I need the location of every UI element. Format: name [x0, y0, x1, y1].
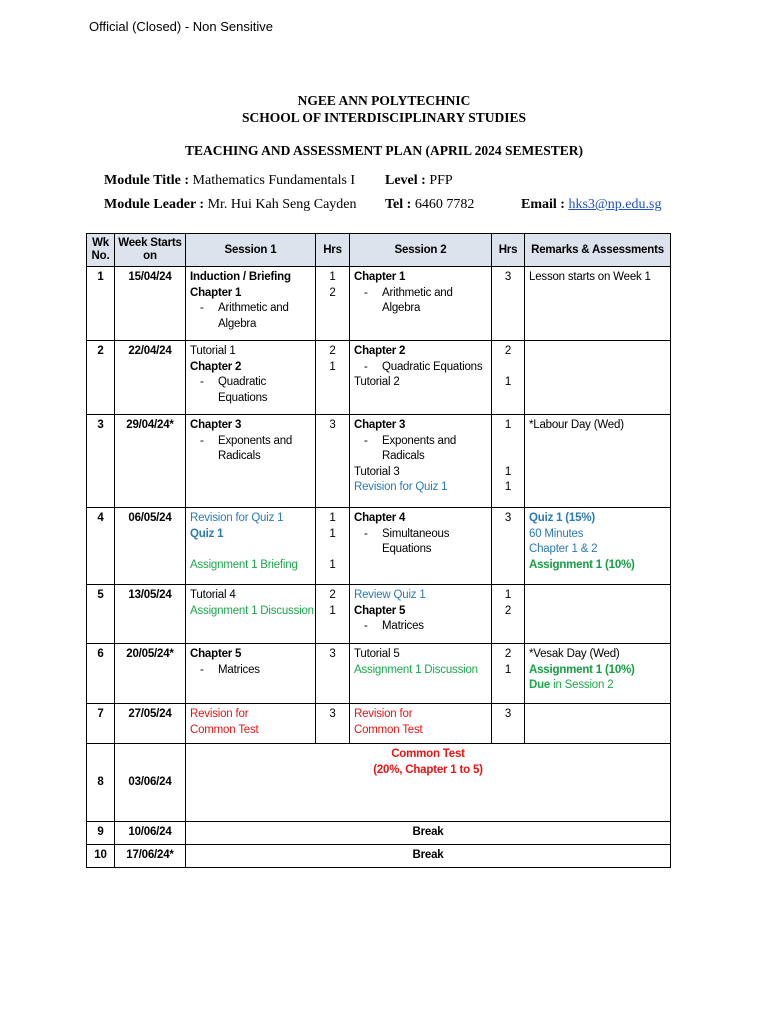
hours-value: 1: [504, 419, 512, 431]
tel-row: [385, 197, 474, 213]
hours-value: 2: [504, 345, 512, 357]
week-start-date: 03/06/24: [115, 744, 186, 822]
session-1-cell: [186, 267, 316, 341]
table-row: [87, 744, 671, 822]
remarks-cell: [525, 415, 671, 508]
hours-value: 2: [329, 286, 336, 299]
header-hrs-1: Hrs: [316, 234, 350, 267]
session-item: Tutorial 4: [190, 589, 236, 601]
session-item: Review Quiz 1: [354, 589, 426, 601]
session-2-cell: [350, 704, 492, 744]
remark-text: Lesson starts on Week 1: [529, 271, 651, 283]
week-number: 3: [87, 415, 115, 508]
session-item: Revision for: [354, 708, 413, 720]
email-link[interactable]: hks3@np.edu.sg: [568, 197, 662, 212]
week-number: 8: [87, 744, 115, 822]
header-remarks: Remarks & Assessments: [525, 234, 671, 267]
module-title-value: Mathematics Fundamentals I: [192, 173, 356, 188]
classification-label: Official (Closed) - Non Sensitive: [89, 19, 273, 34]
merged-text: Break: [412, 826, 444, 838]
module-title-label: Module Title :: [104, 173, 190, 188]
header-week-starts: Week Starts on: [115, 234, 186, 267]
session-item: Tutorial 3: [354, 465, 400, 478]
table-row: [87, 341, 671, 415]
hours-value: 1: [329, 512, 336, 524]
session-subitem: - Quadratic Equations: [200, 376, 268, 404]
session-item: Chapter 3: [190, 419, 242, 431]
remark-text: Chapter 1 & 2: [529, 543, 598, 555]
session-subitem: - Simultaneous Equations: [364, 527, 450, 555]
week-start-date: 17/06/24*: [115, 845, 186, 868]
hours-2-cell: [492, 508, 525, 585]
session-item: Chapter 4: [354, 512, 406, 524]
session-2-cell: [350, 267, 492, 341]
session-2-cell: [350, 585, 492, 644]
table-row: [87, 704, 671, 744]
remark-text: Due in Session 2: [529, 679, 614, 691]
week-number: 10: [87, 845, 115, 868]
hours-value: 3: [504, 271, 512, 283]
hours-value: 1: [329, 271, 336, 283]
week-start-date: 06/05/24: [115, 508, 186, 585]
session-2-cell: [350, 644, 492, 704]
hours-1-cell: [316, 267, 350, 341]
hours-value: 1: [329, 527, 336, 540]
week-start-date: 27/05/24: [115, 704, 186, 744]
session-item: Tutorial 2: [354, 376, 400, 388]
week-number: 7: [87, 704, 115, 744]
level-value: PFP: [429, 173, 453, 188]
hours-value: 1: [504, 465, 512, 478]
session-1-cell: [186, 508, 316, 585]
remarks-cell: [525, 585, 671, 644]
hours-value: 1: [329, 604, 336, 617]
hours-1-cell: [316, 508, 350, 585]
merged-text: Common Test: [391, 748, 465, 760]
session-subitem: - Exponents and Radicals: [364, 434, 457, 462]
session-2-cell: [350, 415, 492, 508]
hours-2-cell: [492, 267, 525, 341]
week-start-date: 15/04/24: [115, 267, 186, 341]
remark-text: Quiz 1 (15%): [529, 512, 595, 524]
module-title-row: [104, 173, 355, 189]
school-name: SCHOOL OF INTERDISCIPLINARY STUDIES: [242, 110, 526, 125]
hours-value: 1: [504, 663, 512, 676]
week-number: 4: [87, 508, 115, 585]
session-1-cell: [186, 704, 316, 744]
table-row: [87, 508, 671, 585]
session-subitem: - Quadratic Equations: [364, 360, 483, 373]
session-item: Assignment 1 Discussion: [354, 663, 478, 676]
hours-value: 1: [504, 376, 512, 388]
session-1-cell: [186, 415, 316, 508]
session-item: Revision for: [190, 708, 249, 720]
hours-1-cell: [316, 704, 350, 744]
remarks-cell: [525, 644, 671, 704]
hours-1-cell: [316, 644, 350, 704]
hours-2-cell: [492, 341, 525, 415]
remark-text: *Labour Day (Wed): [529, 419, 624, 431]
break-cell: [186, 845, 671, 868]
table-row: [87, 415, 671, 508]
remark-text: Assignment 1 (10%): [529, 663, 635, 676]
header-wk-no: Wk No.: [87, 234, 115, 267]
table-row: [87, 822, 671, 845]
session-2-cell: [350, 341, 492, 415]
hours-value: 2: [504, 604, 512, 617]
table-header-row: [87, 234, 671, 267]
session-item: Assignment 1 Discussion: [190, 604, 314, 617]
week-number: 2: [87, 341, 115, 415]
remarks-cell: [525, 704, 671, 744]
remarks-cell: [525, 508, 671, 585]
hours-value: 3: [329, 419, 336, 431]
hours-1-cell: [316, 585, 350, 644]
session-item: Chapter 2: [354, 345, 406, 357]
common-test-cell: [186, 744, 671, 822]
break-cell: [186, 822, 671, 845]
hours-value: 1: [329, 360, 336, 373]
header-session-2: Session 2: [350, 234, 492, 267]
session-item: Chapter 5: [190, 648, 242, 660]
session-item: Induction / Briefing: [190, 271, 291, 283]
remark-text: Assignment 1 (10%): [529, 558, 635, 571]
week-start-date: 29/04/24*: [115, 415, 186, 508]
week-start-date: 13/05/24: [115, 585, 186, 644]
hours-value: 2: [329, 345, 336, 357]
session-item: Revision for Quiz 1: [354, 481, 448, 493]
hours-value: 3: [329, 708, 336, 720]
module-leader-row: [104, 197, 357, 213]
session-item: Common Test: [354, 723, 423, 736]
hours-value: 2: [329, 589, 336, 601]
session-item: Assignment 1 Briefing: [190, 558, 298, 571]
hours-value: 1: [504, 481, 512, 493]
hours-2-cell: [492, 585, 525, 644]
tel-label: Tel :: [385, 197, 412, 212]
hours-value: 1: [329, 558, 336, 571]
remarks-cell: [525, 341, 671, 415]
table-row: [87, 585, 671, 644]
plan-title: TEACHING AND ASSESSMENT PLAN (APRIL 2024 SEMESTER): [184, 143, 584, 158]
table-row: [87, 845, 671, 868]
hours-value: 3: [329, 648, 336, 660]
tel-value: 6460 7782: [414, 197, 475, 212]
session-item: Tutorial 5: [354, 648, 400, 660]
teaching-plan-table: [86, 233, 671, 868]
merged-text: Break: [412, 849, 444, 861]
hours-2-cell: [492, 704, 525, 744]
session-subitem: - Matrices: [364, 620, 424, 632]
session-item: Revision for Quiz 1: [190, 512, 284, 524]
hours-1-cell: [316, 341, 350, 415]
institution-name: NGEE ANN POLYTECHNIC: [297, 93, 471, 108]
header-hrs-2: Hrs: [492, 234, 525, 267]
table-row: [87, 267, 671, 341]
week-start-date: 22/04/24: [115, 341, 186, 415]
hours-2-cell: [492, 644, 525, 704]
module-leader-label: Module Leader :: [104, 197, 205, 212]
session-1-cell: [186, 585, 316, 644]
session-subitem: - Matrices: [200, 663, 260, 676]
week-number: 5: [87, 585, 115, 644]
level-label: Level :: [385, 173, 426, 188]
remark-text: 60 Minutes: [529, 527, 584, 540]
session-1-cell: [186, 341, 316, 415]
hours-1-cell: [316, 415, 350, 508]
session-item: Quiz 1: [190, 527, 224, 540]
hours-value: 3: [504, 708, 512, 720]
week-start-date: 20/05/24*: [115, 644, 186, 704]
session-item: Tutorial 1: [190, 345, 236, 357]
session-subitem: - Exponents and Radicals: [200, 434, 293, 462]
session-2-cell: [350, 508, 492, 585]
hours-value: 1: [504, 589, 512, 601]
session-subitem: - Arithmetic and Algebra: [364, 286, 453, 314]
level-row: [385, 173, 453, 189]
week-number: 1: [87, 267, 115, 341]
session-item: Chapter 5: [354, 604, 406, 617]
header-session-1: Session 1: [186, 234, 316, 267]
week-number: 6: [87, 644, 115, 704]
week-start-date: 10/06/24: [115, 822, 186, 845]
session-item: Chapter 1: [354, 271, 406, 283]
email-row: [521, 197, 661, 213]
session-item: Chapter 3: [354, 419, 406, 431]
session-subitem: - Arithmetic and Algebra: [200, 302, 289, 330]
session-item: Common Test: [190, 723, 259, 736]
hours-value: 3: [504, 512, 512, 524]
remarks-cell: [525, 267, 671, 341]
module-leader-value: Mr. Hui Kah Seng Cayden: [207, 197, 357, 212]
remark-text: *Vesak Day (Wed): [529, 648, 620, 660]
session-1-cell: [186, 644, 316, 704]
hours-value: 2: [504, 648, 512, 660]
session-item: Chapter 1: [190, 286, 242, 299]
table-row: [87, 644, 671, 704]
hours-2-cell: [492, 415, 525, 508]
merged-text: (20%, Chapter 1 to 5): [373, 763, 483, 776]
week-number: 9: [87, 822, 115, 845]
email-label: Email :: [521, 197, 565, 212]
session-item: Chapter 2: [190, 360, 242, 373]
